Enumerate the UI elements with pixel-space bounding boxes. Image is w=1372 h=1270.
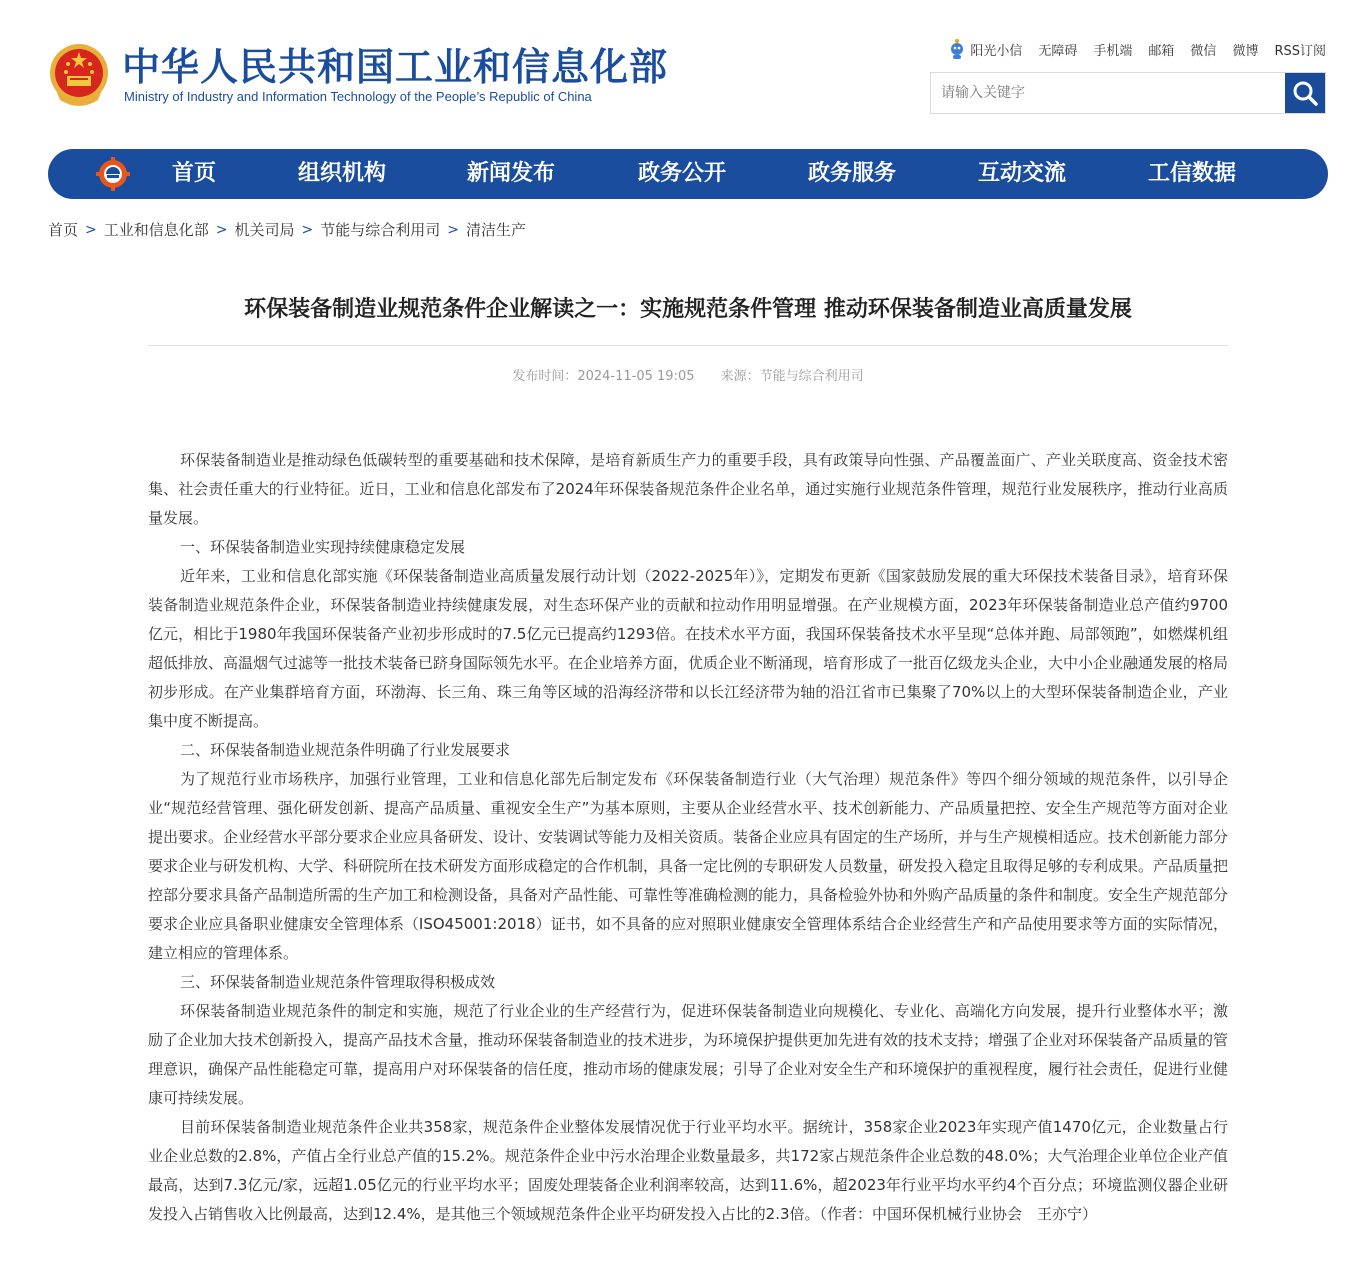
nav-item-government-affairs[interactable]: 政务公开 [638, 161, 727, 186]
site-title-cn[interactable]: 中华人民共和国工业和信息化部 [122, 45, 669, 89]
nav-item-home[interactable]: 首页 [172, 161, 217, 186]
breadcrumb-separator-icon: > [215, 221, 228, 238]
breadcrumb-separator-icon: > [447, 221, 459, 238]
search-input[interactable] [931, 73, 1285, 113]
breadcrumb-energy-saving-dept[interactable]: 节能与综合利用司 [320, 221, 441, 239]
article-content [148, 446, 1228, 1229]
section-heading: 二、环保装备制造业规范条件明确了行业发展要求 [180, 741, 511, 759]
site-title-en[interactable]: Ministry of Industry and Information Technology of the People’s Republic of China [124, 89, 592, 104]
main-nav [48, 149, 1328, 199]
article-paragraph: 目前环保装备制造业规范条件企业共358家，规范条件企业整体发展情况优于行业平均水平。据统计，358家企业2023年实现产值1470亿元，企业数量占行业企业总数的2.8%，产值占全行业总产值的15.2%。规范条件企业中污水治理企业数量最多，共172家占规范条件企业总数的48.0%；大气治理企业单位企业产值最高，达到7.3亿元/家，远超1.05亿元的行业平均水平；固废处理装备企业利润率较高，达到11.6%，超2023年行业平均水平约4个百分点；环境监测仪器企业研发投入占销售收入比例最高，达到12.4%，是其他三个领域规范条件企业平均研发投入占比的2.3倍。（作者：中国环保机械行业协会 王亦宁） [148, 1118, 1228, 1223]
section-heading: 三、环保装备制造业规范条件管理取得积极成效 [180, 973, 496, 991]
nav-item-services[interactable]: 政务服务 [808, 161, 897, 186]
search-button[interactable] [1285, 73, 1325, 113]
top-link-weibo[interactable]: 微博 [1232, 43, 1259, 59]
article-title: 环保装备制造业规范条件企业解读之一：实施规范条件管理 推动环保装备制造业高质量发展 [244, 297, 1132, 322]
breadcrumb-separator-icon: > [85, 221, 97, 238]
top-link-accessibility[interactable]: 无障碍 [1038, 43, 1078, 59]
article-paragraph: 环保装备制造业是推动绿色低碳转型的重要基础和技术保障，是培育新质生产力的重要手段，具有政策导向性强、产品覆盖面广、产业关联度高、资金技术密集、社会责任重大的行业特征。近日，工业和信息化部发布了2024年环保装备规范条件企业名单，通过实施行业规范条件管理，规范行业发展秩序，推动行业高质量发展。 [148, 451, 1228, 527]
site-header [0, 0, 1372, 140]
top-link-mobile[interactable]: 手机端 [1093, 43, 1133, 59]
title-divider [148, 345, 1228, 346]
top-link-wechat[interactable]: 微信 [1190, 43, 1217, 59]
search-icon [1292, 80, 1318, 106]
breadcrumb-ministry[interactable]: 工业和信息化部 [103, 221, 209, 239]
nav-item-organization[interactable]: 组织机构 [298, 161, 387, 186]
top-link-email[interactable]: 邮箱 [1148, 43, 1175, 59]
nav-item-interaction[interactable]: 互动交流 [978, 161, 1067, 186]
search-box [930, 72, 1326, 114]
nav-item-news[interactable]: 新闻发布 [467, 161, 556, 186]
article-paragraph: 近年来，工业和信息化部实施《环保装备制造业高质量发展行动计划（2022-2025年）》，定期发布更新《国家鼓励发展的重大环保技术装备目录》，培育环保装备制造业规范条件企业，环保装备制造业持续健康发展，对生态环保产业的贡献和拉动作用明显增强。在产业规模方面，2023年环保装备制造业总产值约9700亿元，相比于1980年我国环保装备产业初步形成时的7.5亿元已提高约1293倍。在技术水平方面，我国环保装备技术水平呈现“总体并跑、局部领跑”，如燃煤机组超低排放、高温烟气过滤等一批技术装备已跻身国际领先水平。在企业培养方面，优质企业不断涌现，培育形成了一批百亿级龙头企业，大中小企业融通发展的格局初步形成。在产业集群培育方面，环渤海、长三角、珠三角等区域的沿海经济带和以长江经济带为轴的沿江省市已集聚了70%以上的大型环保装备制造企业，产业集中度不断提高。 [148, 567, 1229, 730]
article-source: 来源：节能与综合利用司 [720, 369, 864, 384]
miit-logo-icon[interactable] [96, 157, 130, 191]
breadcrumb-home[interactable]: 首页 [48, 221, 79, 239]
top-links [948, 38, 1326, 60]
top-link-sunshine[interactable] [948, 38, 1022, 60]
robot-mascot-icon [948, 38, 966, 60]
top-link-rss[interactable]: RSS订阅 [1274, 43, 1326, 59]
section-heading: 一、环保装备制造业实现持续健康稳定发展 [180, 538, 466, 556]
breadcrumb [48, 219, 526, 240]
top-link-label: 阳光小信 [970, 43, 1023, 59]
breadcrumb-clean-production[interactable]: 清洁生产 [466, 221, 527, 239]
national-emblem-icon[interactable] [48, 42, 110, 108]
article-paragraph: 环保装备制造业规范条件的制定和实施，规范了行业企业的生产经营行为，促进环保装备制造业向规模化、专业化、高端化方向发展，提升行业整体水平；激励了企业加大技术创新投入，提高产品技术含量，推动环保装备制造业的技术进步，为环境保护提供更加先进有效的技术支持；增强了企业对环保装备产品质量的管理意识，确保产品性能稳定可靠，提高用户对环保装备的信任度，推动市场的健康发展；引导了企业对安全生产和环境保护的重视程度，履行社会责任，促进行业健康可持续发展。 [148, 1002, 1229, 1107]
article-meta [148, 365, 1228, 384]
nav-item-data[interactable]: 工信数据 [1148, 161, 1237, 186]
breadcrumb-separator-icon: > [301, 221, 314, 238]
publish-time: 发布时间：2024-11-05 19:05 [512, 369, 695, 384]
breadcrumb-departments[interactable]: 机关司局 [234, 221, 295, 239]
article-paragraph: 为了规范行业市场秩序，加强行业管理，工业和信息化部先后制定发布《环保装备制造行业（大气治理）规范条件》等四个细分领域的规范条件，以引导企业“规范经营管理、强化研发创新、提高产品质量、重视安全生产”为基本原则，主要从企业经营水平、技术创新能力、产品质量把控、安全生产规范等方面对企业提出要求。企业经营水平部分要求企业应具备研发、设计、安装调试等能力及相关资质。装备企业应具有固定的生产场所，并与生产规模相适应。技术创新能力部分要求企业与研发机构、大学、科研院所在技术研发方面形成稳定的合作机制，具备一定比例的专职研发人员数量，研发投入稳定且取得足够的专利成果。产品质量把控部分要求具备产品制造所需的生产加工和检测设备，具备对产品性能、可靠性等准确检测的能力，具备检验外协和外购产品质量的条件和制度。安全生产规范部分要求企业应具备职业健康安全管理体系（ISO45001:2018）证书，如不具备的应对照职业健康安全管理体系结合企业经营生产和产品使用要求等方面的实际情况，建立相应的管理体系。 [148, 770, 1229, 962]
